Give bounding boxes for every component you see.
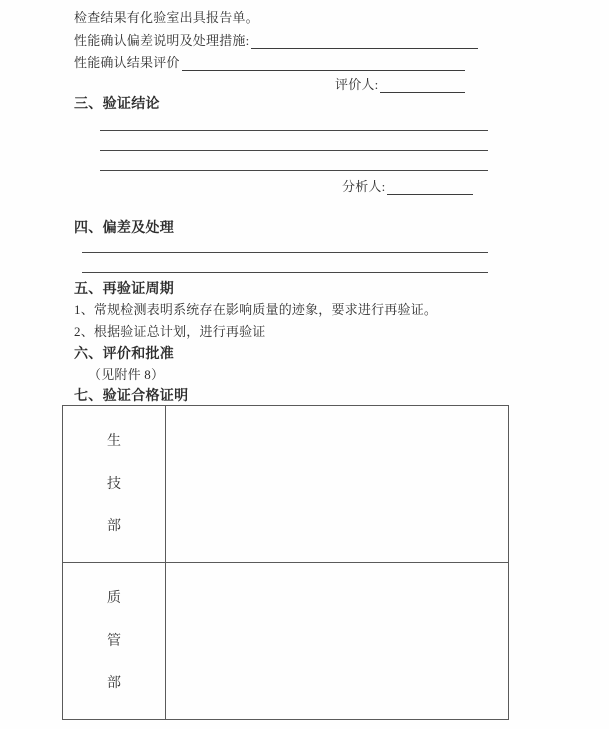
dept-char: 管 [107, 633, 121, 649]
conclusion-blank-line-2 [100, 150, 488, 151]
dept-char: 部 [107, 676, 121, 692]
result-field-blank [182, 57, 465, 71]
dept-char: 质 [107, 590, 121, 606]
dept-char: 技 [107, 476, 121, 492]
evaluator-signature-field [335, 77, 465, 93]
conclusion-blank-line-3 [100, 170, 488, 171]
approval-attachment-note: （见附件 8） [88, 367, 165, 382]
certificate-table [62, 405, 509, 720]
evaluator-label: 评价人: [335, 77, 379, 92]
section-heading-certificate: 七、验证合格证明 [74, 389, 189, 404]
table-row-quality-dept [63, 562, 508, 719]
result-field-label: 性能确认结果评价 [74, 55, 180, 70]
signature-cell-production [166, 406, 508, 562]
section-heading-conclusion: 三、验证结论 [74, 97, 160, 112]
result-evaluation-field [74, 55, 465, 71]
intro-line: 检查结果有化验室出具报告单。 [74, 10, 259, 25]
deviation-field-blank [251, 35, 478, 49]
analyst-signature-field [342, 179, 473, 195]
deviation-field-label: 性能确认偏差说明及处理措施: [74, 33, 250, 48]
revalidation-item-2: 2、根据验证总计划，进行再验证 [74, 324, 266, 339]
deviation-blank-line-1 [82, 252, 488, 253]
evaluator-blank [380, 79, 465, 93]
dept-cell-quality [63, 563, 166, 719]
conclusion-blank-line-1 [100, 130, 488, 131]
section-heading-revalidation: 五、再验证周期 [74, 282, 175, 297]
signature-cell-quality [166, 563, 508, 719]
analyst-label: 分析人: [342, 179, 386, 194]
revalidation-item-1: 1、常规检测表明系统存在影响质量的迹象，要求进行再验证。 [74, 302, 438, 317]
table-row-production-dept [63, 406, 508, 562]
section-heading-approval: 六、评价和批准 [74, 347, 175, 362]
section-heading-deviation: 四、偏差及处理 [74, 221, 175, 236]
analyst-blank [387, 181, 473, 195]
dept-char: 部 [107, 519, 121, 535]
dept-cell-production [63, 406, 166, 562]
dept-char: 生 [107, 433, 121, 449]
deviation-field [74, 33, 478, 49]
deviation-blank-line-2 [82, 272, 488, 273]
